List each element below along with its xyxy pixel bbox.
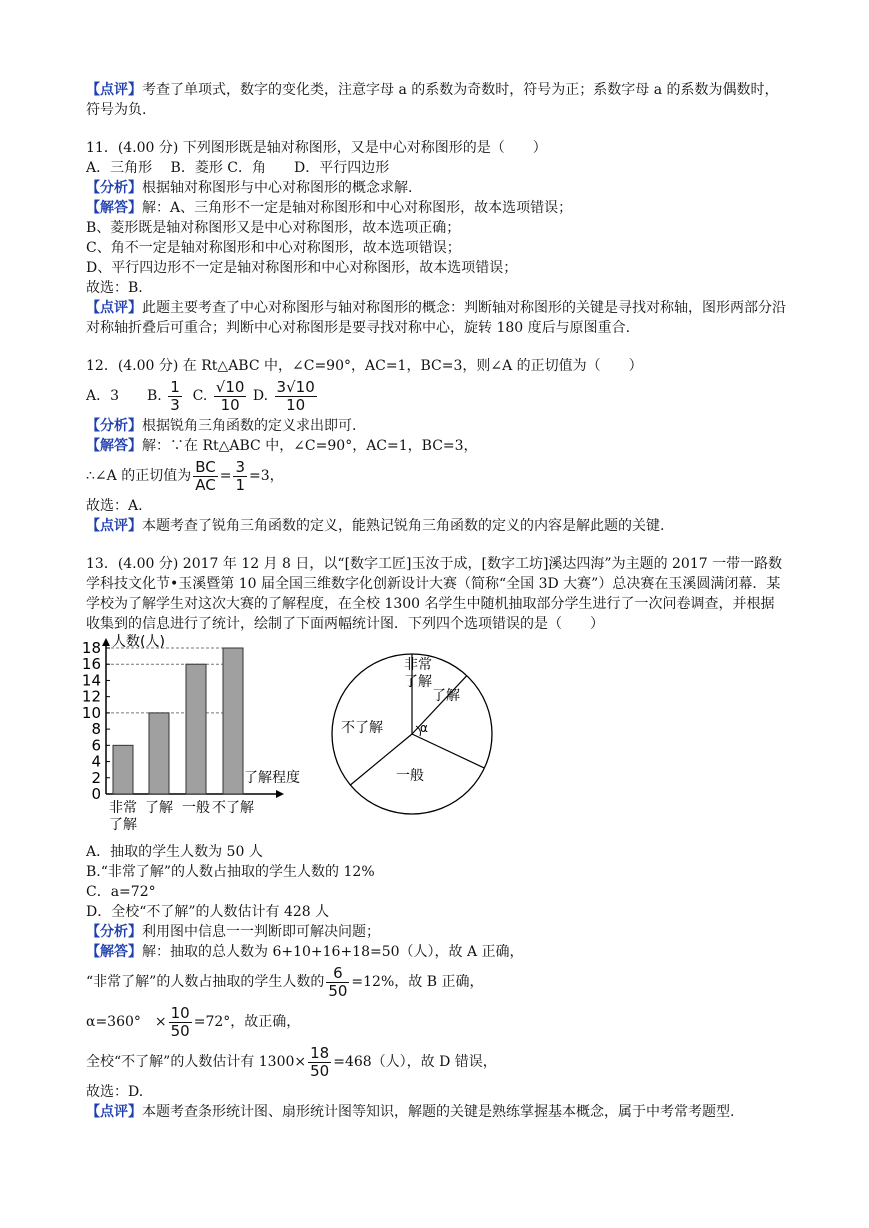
x-tick-label: 非常 [109,800,137,816]
exam-page [81,80,786,1122]
solution-text: ∴∠A 的正切值为 [86,468,192,484]
review-tag: 【点评】 [86,1104,142,1120]
analysis-tag: 【分析】 [86,418,142,434]
q10-review [86,80,786,120]
pie-label-一般: 一般 [396,768,424,784]
x-tick-label: 了解 [109,817,137,833]
solution-text: 解：A、三角形不一定是轴对称图形和中心对称图形，故本选项错误； [142,200,573,216]
y-tick-label: 8 [91,720,101,739]
review-tag: 【点评】 [86,300,142,316]
q12-choice: 故选：A. [86,498,143,514]
alpha-label: α [420,721,428,735]
denominator: 10 [220,395,240,414]
solution-text: =468（人），故 D 错误， [333,1054,497,1070]
bar-chart [81,634,346,838]
numerator: √10 [215,377,245,396]
q11-solution-line: D、平行四边形不一定是轴对称图形和中心对称图形，故本选项错误； [86,260,518,276]
denominator: AC [195,475,216,494]
q11-solution-line: B、菱形既是轴对称图形又是中心对称图形，故本选项正确； [86,220,461,236]
y-tick-label: 16 [81,655,101,674]
solution-text: α=360° × [86,1014,167,1030]
q12-option-c-fraction [214,379,247,414]
bar-不了解 [223,648,243,794]
review-text: 本题考查条形统计图、扇形统计图等知识，解题的关键是熟练掌握基本概念，属于中考常考题型. [142,1104,735,1120]
pie-label-非常了解: 非常 [404,657,432,673]
solution-text: =3， [249,468,284,484]
q12-option-c-label: C. [192,388,208,404]
pie-label-了解: 了解 [432,688,460,704]
solution-text: =72°，故正确， [193,1014,301,1030]
numerator: 6 [326,965,349,983]
review-text: 考查了单项式，数字的变化类，注意字母 a 的系数为奇数时，符号为正；系数字母 a 的系数为偶数时，符号为负. [86,82,779,118]
q13-review [86,1102,786,1122]
q13-figures [81,634,786,838]
q12-options [86,376,786,416]
bar-一般 [186,664,206,794]
denominator: 10 [286,395,306,414]
q11-analysis [86,178,786,198]
pie-label-非常了解: 了解 [404,674,432,690]
solution-tag: 【解答】 [86,438,142,454]
q12-option-b-fraction [168,379,182,414]
analysis-text: 根据锐角三角函数的定义求出即可. [142,418,357,434]
x-axis-label: 了解程度 [244,770,300,786]
review-text: 此题主要考查了中心对称图形与轴对称图形的概念：判断轴对称图形的关键是寻找对称轴，图形两部分沿对称轴折叠后可重合；判断中心对称图形是要寻找对称中心，旋转 180 度后与原图重合. [86,300,786,336]
y-tick-label: 4 [91,752,101,771]
solution-tag: 【解答】 [86,200,142,216]
solution-text: 解：∵在 Rt△ABC 中，∠C=90°，AC=1，BC=3， [142,438,478,454]
y-tick-label: 14 [81,671,101,690]
q12-solution-line [86,456,786,496]
q12-stem: 12．(4.00 分) 在 Rt△ABC 中，∠C=90°，AC=1，BC=3，则∠A 的正切值为（ ） [86,358,643,374]
pie-label-不了解: 不了解 [341,720,383,736]
y-tick-label: 18 [81,639,101,657]
pie-chart [322,646,502,826]
analysis-tag: 【分析】 [86,180,142,196]
q12-solution-line [86,436,786,456]
q13-solution-line [86,1042,786,1082]
fraction-bc-ac [193,459,218,494]
x-tick-label: 了解 [145,800,173,816]
q13-option-a: A．抽取的学生人数为 50 人 [86,844,263,860]
x-axis-arrow [276,790,284,798]
q13-solution-line [86,962,786,1002]
y-axis-label: 人数(人) [112,634,165,650]
q13-analysis [86,922,786,942]
review-tag: 【点评】 [86,82,142,98]
solution-text: “非常了解”的人数占抽取的学生人数的 [86,974,325,990]
q11-options: A．三角形 B．菱形 C．角 D．平行四边形 [86,160,390,176]
y-axis-arrow [102,638,110,646]
solution-text: =12%，故 B 正确， [351,974,484,990]
y-tick-label: 10 [81,703,101,722]
q12-option-a: A．3 B. [86,388,162,404]
bar-了解 [149,713,169,794]
q13-option-c: C．a=72° [86,884,156,900]
q11-solution-line: C、角不一定是轴对称图形和中心对称图形，故本选项错误； [86,240,461,256]
q11-review [86,298,786,338]
q12-option-d-label: D. [252,388,269,404]
q12-option-d-fraction [275,379,317,414]
numerator: 18 [310,1043,330,1062]
numerator: 10 [170,1003,190,1022]
denominator: 1 [235,475,245,494]
bar-非常了解 [113,745,133,794]
fraction-18-50 [308,1045,331,1080]
numerator: BC [195,457,216,476]
fraction-10-50 [169,1005,192,1040]
q13-stem: 13．(4.00 分) 2017 年 12 月 8 日，以“[数字工匠]玉汝于成，[数字工坊]溪达四海”为主题的 2017 一带一路数学科技文化节•玉溪暨第 10 届全国三维数字化创新设计大赛（简称“全国 3D 大赛”）总决赛在玉溪圆满闭幕．某学校为了解学生对这次大赛的了解程度，在全校 1300 名学生中随机抽取部分学生进行了一次问卷调查，并根据收集到的信息进行了统计，绘制了下面两幅统计图．下列四个选项错误的是（ ） [86,556,783,632]
q13-solution-line [86,942,786,962]
analysis-text: 根据轴对称图形与中心对称图形的概念求解. [142,180,413,196]
numerator: 3 [235,457,245,476]
solution-tag: 【解答】 [86,944,142,960]
y-tick-label: 2 [91,768,101,787]
denominator: 50 [328,981,348,1000]
y-tick-label: 12 [81,687,101,706]
equals-sign: = [219,468,232,484]
review-tag: 【点评】 [86,518,142,534]
numerator: 1 [170,377,180,396]
analysis-text: 利用图中信息一一判断即可解决问题； [142,924,380,940]
numerator: 3√10 [276,377,315,396]
denominator: 50 [170,1021,190,1040]
solution-text: 解：抽取的总人数为 6+10+16+18=50（人），故 A 正确， [142,944,524,960]
q13-solution-line [86,1002,786,1042]
solution-text: 全校“不了解”的人数估计有 1300× [86,1054,307,1070]
q13-option-b: B.“非常了解”的人数占抽取的学生人数的 12% [86,864,375,880]
q12-analysis [86,416,786,436]
x-tick-label: 一般 [182,800,210,816]
q11-stem: 11．(4.00 分) 下列图形既是轴对称图形，又是中心对称图形的是（ ） [86,140,547,156]
q11-solution-line [86,198,786,218]
denominator: 3 [170,395,180,414]
y-tick-label: 6 [91,736,101,755]
analysis-tag: 【分析】 [86,924,142,940]
denominator: 50 [310,1061,330,1080]
review-text: 本题考查了锐角三角函数的定义，能熟记锐角三角函数的定义的内容是解此题的关键. [142,518,665,534]
fraction-6-50 [326,965,349,1000]
q12-review [86,516,786,536]
q11-choice: 故选：B. [86,280,143,296]
x-tick-label: 不了解 [212,800,254,816]
q13-choice: 故选：D. [86,1084,144,1100]
y-tick-label: 0 [91,785,101,803]
q13-option-d: D．全校“不了解”的人数估计有 428 人 [86,904,330,920]
fraction-3-1 [233,459,247,494]
